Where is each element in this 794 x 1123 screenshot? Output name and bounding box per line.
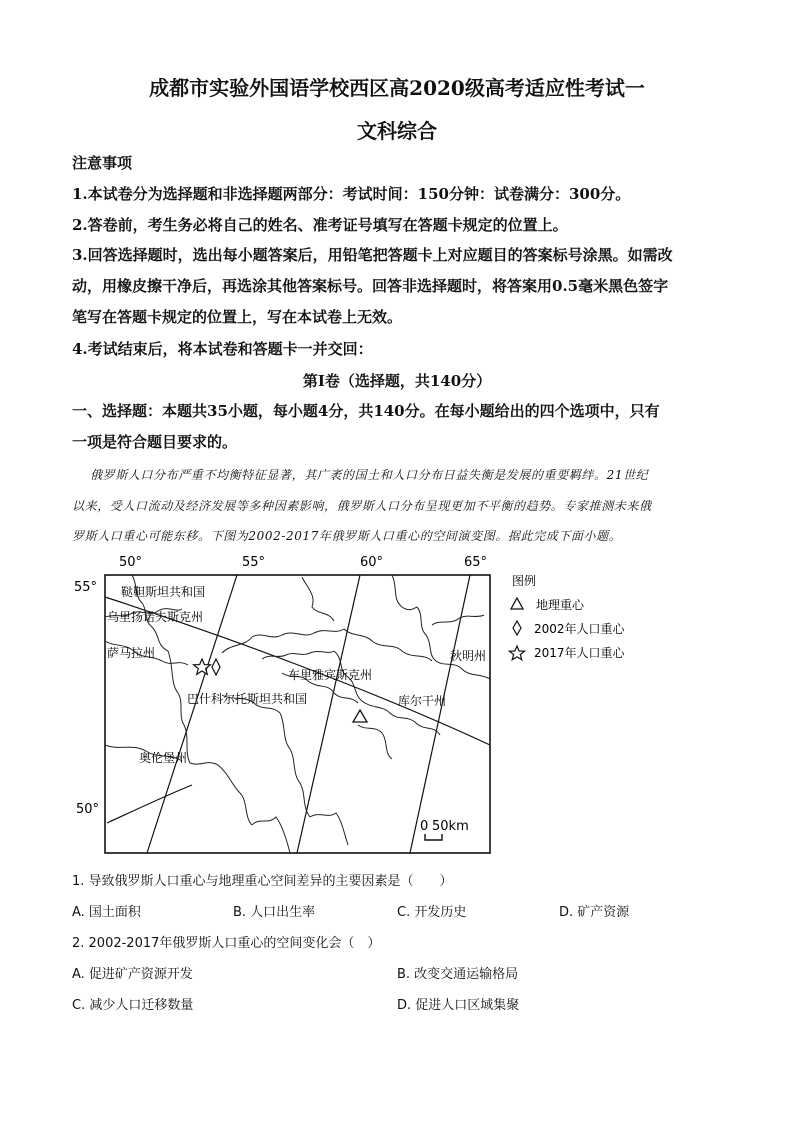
pop-2002-diamond-marker [212,659,220,675]
boundary-line [302,577,334,621]
scale-distance: 50km [432,819,469,834]
passage-line-2: 以来，受人口流动及经济发展等多种因素影响，俄罗斯人口分布呈现更加不平衡的趋势。专家推测未来俄 [72,499,652,513]
region-label: 乌里扬诺夫斯克州 [107,610,204,624]
section-instruction-1: 一、选择题：本题共35小题，每小题4分，共140分。在每小题给出的四个选项中，只有 [72,402,660,420]
notice-line-5: 笔写在答题卡规定的位置上，写在本试卷上无效。 [72,308,403,326]
lon-label-50: 50° [119,555,143,570]
notice-line-2: 2.答卷前，考生务必将自己的姓名、准考证号填写在答题卡规定的位置上。 [72,216,568,234]
passage-line-1: 俄罗斯人口分布严重不均衡特征显著，其广袤的国土和人口分布日益失衡是发展的重要羁绊。21世纪 [90,468,649,482]
legend-pop-2017: 2017年人口重心 [534,646,625,660]
region-label: 车里雅宾斯克州 [288,668,373,682]
question-1-option-b: B. 人口出生率 [233,905,316,920]
legend-geo-center: 地理重心 [536,598,585,612]
pop-2017-star-marker [194,659,211,674]
page-title: 成都市实验外国语学校西区高2020级高考适应性考试一 [149,76,645,100]
question-2-option-b: B. 改变交通运输格局 [397,967,519,982]
scale-bar [425,834,442,840]
question-2-option-d: D. 促进人口区域集聚 [397,998,520,1013]
region-label: 巴什科尔托斯坦共和国 [187,692,308,706]
question-1-option-c: C. 开发历史 [397,905,467,920]
question-2-option-c: C. 减少人口迁移数量 [72,998,194,1013]
lon-label-55: 55° [242,555,266,570]
boundary-line [432,615,484,625]
page-subtitle: 文科综合 [357,119,437,143]
boundary-line [344,629,432,661]
legend-pop-2002: 2002年人口重心 [534,622,625,636]
boundary-line [310,813,348,845]
boundary-line [168,651,190,763]
boundary-line [417,607,436,661]
section-instruction-2: 一项是符合题目要求的。 [72,433,238,451]
lat-label-55: 55° [74,580,98,595]
notice-line-3: 3.回答选择题时，选出每小题答案后，用铅笔把答题卡上对应题目的答案标号涂黑。如需改 [72,246,673,264]
boundary-line [280,713,310,817]
lon-label-60: 60° [360,555,384,570]
boundary-line [358,725,392,759]
region-label: 库尔干州 [398,694,447,708]
region-label: 秋明州 [450,649,487,663]
question-2-option-a: A. 促进矿产资源开发 [72,967,193,982]
boundary-line [222,629,344,653]
map-figure [72,555,672,860]
question-1-option-d: D. 矿产资源 [559,905,630,920]
legend-triangle-icon [511,598,523,609]
scale-zero: 0 [420,819,429,834]
question-1-option-a: A. 国土面积 [72,905,141,920]
region-label: 萨马拉州 [107,646,156,660]
notice-line-6: 4.考试结束后，将本试卷和答题卡一并交回： [72,340,373,358]
notice-heading: 注意事项 [72,154,133,172]
lon-label-65: 65° [464,555,488,570]
question-2-stem: 2. 2002-2017年俄罗斯人口重心的空间变化会（ ） [72,936,381,951]
lat-label-50: 50° [76,802,100,817]
question-1-stem: 1. 导致俄罗斯人口重心与地理重心空间差异的主要因素是（ ） [72,874,453,889]
region-label: 奥伦堡州 [139,751,188,765]
boundary-line [252,817,290,853]
boundary-line [392,575,417,610]
boundary-line [436,661,490,679]
notice-line-4: 动，用橡皮擦干净后，再选涂其他答案标号。回答非选择题时，将答案用0.5毫米黑色签字 [72,277,669,295]
notice-line-1: 1.本试卷分为选择题和非选择题两部分：考试时间：150分钟：试卷满分：300分。 [72,185,631,203]
legend-diamond-icon [513,621,521,635]
section-heading: 第Ⅰ卷（选择题，共140分） [302,372,492,390]
boundary-line [190,763,252,825]
parallel-50 [107,785,192,823]
legend-title: 图例 [512,574,537,588]
legend-star-icon [509,646,524,660]
passage-line-3: 罗斯人口重心可能东移。下图为2002-2017年俄罗斯人口重心的空间演变图。据此完成下面小题。 [72,529,622,543]
region-label: 鞑靼斯坦共和国 [121,585,206,599]
geo-center-triangle-marker [353,710,367,722]
